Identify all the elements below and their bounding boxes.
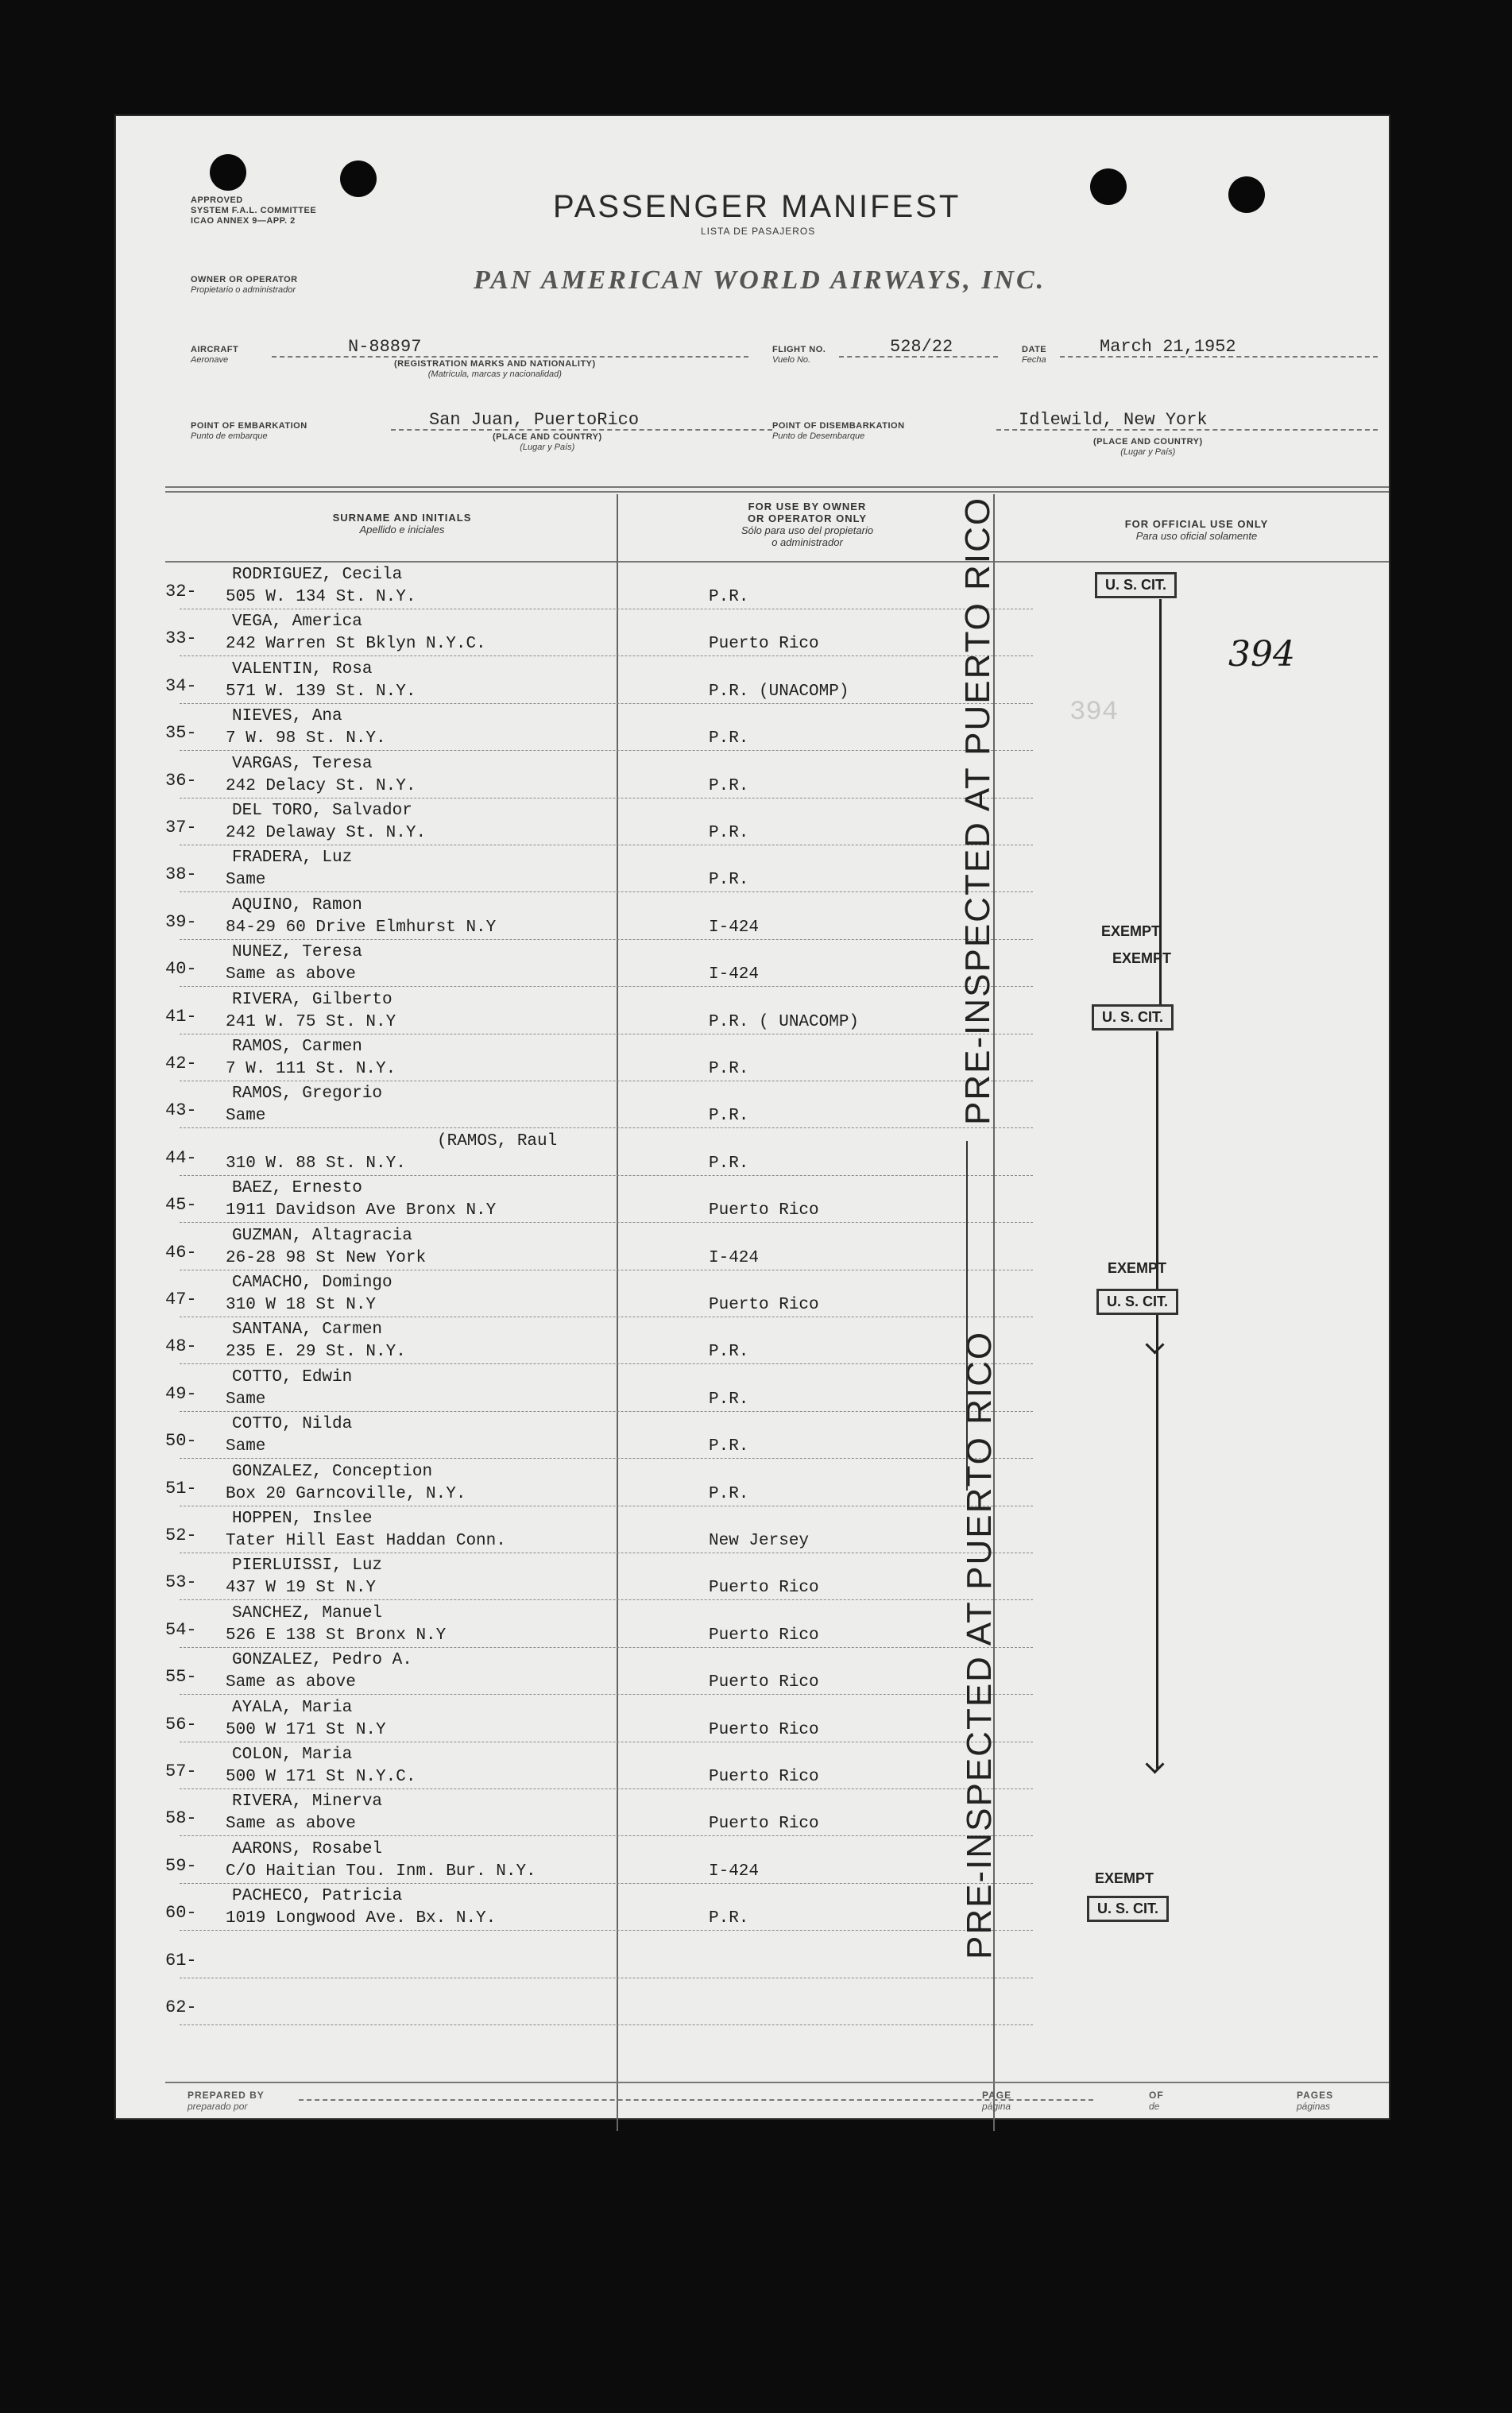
place-note-en: (PLACE AND COUNTRY) bbox=[1093, 437, 1203, 447]
row-number: 43- bbox=[165, 1100, 197, 1121]
passenger-address: Same as above bbox=[226, 1815, 356, 1834]
owner-entry: Puerto Rico bbox=[709, 1768, 819, 1786]
table-top-rule bbox=[165, 486, 1389, 488]
passenger-name: AQUINO, Ramon bbox=[232, 895, 362, 915]
passenger-address: 7 W. 98 St. N.Y. bbox=[226, 729, 386, 748]
owner-entry: I-424 bbox=[709, 918, 760, 937]
pages-label-es: páginas bbox=[1297, 2101, 1331, 2112]
pages-label bbox=[1297, 2090, 1333, 2112]
row-rule bbox=[180, 2024, 1033, 2025]
passenger-name: RAMOS, Carmen bbox=[232, 1038, 362, 1056]
row-number: 37- bbox=[165, 818, 197, 837]
passenger-name: AYALA, Maria bbox=[232, 1698, 353, 1717]
table-row bbox=[116, 893, 1389, 940]
passenger-address: 241 W. 75 St. N.Y bbox=[226, 1012, 396, 1031]
passenger-address: Tater Hill East Haddan Conn. bbox=[226, 1532, 506, 1550]
owner-entry: P.R. (UNACOMP) bbox=[709, 682, 849, 701]
passenger-address: 1911 Davidson Ave Bronx N.Y bbox=[226, 1201, 497, 1220]
row-number: 47- bbox=[165, 1290, 197, 1309]
table-row bbox=[116, 704, 1389, 751]
table-row bbox=[116, 1224, 1389, 1270]
passenger-address: 242 Delacy St. N.Y. bbox=[226, 776, 416, 795]
owner-use-header-line: FOR USE BY OWNER bbox=[748, 501, 867, 512]
registration-note-en: (REGISTRATION MARKS AND NATIONALITY) bbox=[394, 359, 596, 369]
table-row bbox=[116, 1176, 1389, 1223]
punch-hole bbox=[1090, 168, 1127, 205]
passenger-address: 310 W 18 St N.Y bbox=[226, 1296, 377, 1314]
fill-line bbox=[391, 429, 772, 431]
bracket-arrow bbox=[1156, 1316, 1158, 1769]
passenger-address: Box 20 Garncoville, N.Y. bbox=[226, 1484, 466, 1503]
owner-entry: P.R. bbox=[709, 1909, 749, 1928]
date-label-es: Fecha bbox=[1022, 355, 1046, 365]
passenger-address: 235 E. 29 St. N.Y. bbox=[226, 1343, 406, 1362]
flight-value: 528/22 bbox=[890, 337, 953, 357]
row-number: 50- bbox=[165, 1431, 197, 1452]
owner-entry: Puerto Rico bbox=[709, 635, 819, 654]
passenger-name: RIVERA, Minerva bbox=[232, 1792, 383, 1812]
faint-count: 394 bbox=[1069, 698, 1119, 728]
passenger-address: Same bbox=[226, 1107, 266, 1126]
page-label bbox=[982, 2090, 1011, 2112]
row-number: 57- bbox=[165, 1761, 197, 1781]
owner-entry: Puerto Rico bbox=[709, 1673, 819, 1692]
fill-line bbox=[1060, 356, 1378, 358]
passenger-name: PIERLUISSI, Luz bbox=[232, 1556, 383, 1576]
embark-label-es: Punto de embarque bbox=[191, 431, 268, 441]
passenger-name: NIEVES, Ana bbox=[232, 707, 342, 726]
row-number: 55- bbox=[165, 1667, 197, 1688]
passenger-name: RODRIGUEZ, Cecila bbox=[232, 566, 403, 584]
registration-note-es: (Matrícula, marcas y nacionalidad) bbox=[427, 369, 562, 379]
table-row bbox=[116, 1789, 1389, 1836]
owner-entry: P.R. bbox=[709, 1484, 749, 1503]
passenger-name-extra: (RAMOS, Raul bbox=[437, 1131, 558, 1150]
fill-line bbox=[272, 356, 748, 358]
row-number: 59- bbox=[165, 1855, 197, 1876]
flight-label-en: FLIGHT NO. bbox=[772, 345, 826, 354]
passenger-address: Same bbox=[226, 1437, 266, 1456]
table-row bbox=[116, 1696, 1389, 1742]
owner-label-en: OWNER OR OPERATOR bbox=[191, 275, 298, 284]
disembark-label bbox=[772, 421, 905, 442]
table-row bbox=[116, 845, 1389, 892]
row-number: 45- bbox=[165, 1195, 197, 1216]
passenger-address: 505 W. 134 St. N.Y. bbox=[226, 588, 416, 606]
passenger-name: GONZALEZ, Pedro A. bbox=[232, 1651, 412, 1670]
punch-hole bbox=[210, 154, 246, 191]
us-cit-stamp: U. S. CIT. bbox=[1095, 572, 1177, 598]
owner-entry: Puerto Rico bbox=[709, 1579, 819, 1598]
owner-entry: New Jersey bbox=[709, 1532, 810, 1550]
table-row bbox=[116, 1648, 1389, 1695]
row-number: 46- bbox=[165, 1242, 197, 1263]
embark-place-note bbox=[493, 432, 602, 453]
table-row bbox=[116, 1506, 1389, 1553]
row-number: 62- bbox=[165, 1997, 197, 2017]
embark-label-en: POINT OF EMBARKATION bbox=[191, 421, 307, 431]
row-number: 38- bbox=[165, 864, 197, 885]
passenger-name: FRADERA, Luz bbox=[232, 849, 353, 868]
owner-entry: P.R. bbox=[709, 588, 749, 606]
prepared-by-label bbox=[188, 2090, 265, 2112]
row-number: 39- bbox=[165, 911, 197, 932]
of-label-es: de bbox=[1149, 2101, 1160, 2112]
exempt-mark: EXEMPT bbox=[1095, 1870, 1154, 1886]
passenger-name: BAEZ, Ernesto bbox=[232, 1179, 362, 1198]
form-title: PASSENGER MANIFEST bbox=[553, 189, 961, 224]
pages-label-en: PAGES bbox=[1297, 2090, 1334, 2101]
owner-entry: Puerto Rico bbox=[709, 1815, 819, 1834]
surname-header-es: Apellido e iniciales bbox=[359, 524, 445, 536]
exempt-mark: EXEMPT bbox=[1108, 1260, 1167, 1276]
table-row bbox=[116, 563, 1389, 609]
table-row bbox=[116, 1460, 1389, 1506]
fill-line bbox=[839, 356, 998, 358]
passenger-address: 242 Warren St Bklyn N.Y.C. bbox=[226, 635, 486, 654]
row-number: 53- bbox=[165, 1572, 197, 1593]
passenger-name: NUNEZ, Teresa bbox=[232, 943, 362, 962]
manifest-sheet bbox=[116, 116, 1389, 2118]
prepared-by-es: preparado por bbox=[188, 2101, 248, 2112]
table-row bbox=[116, 1412, 1389, 1459]
of-label-en: OF bbox=[1149, 2090, 1164, 2101]
table-row bbox=[116, 988, 1389, 1034]
surname-header-en: SURNAME AND INITIALS bbox=[332, 512, 472, 524]
passenger-name: HOPPEN, Inslee bbox=[232, 1510, 373, 1528]
passenger-name: RAMOS, Gregorio bbox=[232, 1085, 383, 1104]
passenger-address: Same as above bbox=[226, 965, 356, 984]
disembark-label-en: POINT OF DISEMBARKATION bbox=[772, 421, 905, 431]
date-label-en: DATE bbox=[1022, 345, 1047, 354]
owner-label bbox=[191, 275, 298, 296]
table-row bbox=[116, 1034, 1389, 1081]
passenger-name: VALENTIN, Rosa bbox=[232, 659, 373, 679]
preinspected-stamp: PRE-INSPECTED AT PUERTO RICO bbox=[958, 496, 997, 1125]
approval-line: SYSTEM F.A.L. COMMITTEE bbox=[191, 206, 317, 215]
embark-label bbox=[191, 421, 307, 442]
row-number: 54- bbox=[165, 1619, 197, 1640]
table-row bbox=[116, 1837, 1389, 1884]
row-number: 52- bbox=[165, 1526, 197, 1545]
row-number: 58- bbox=[165, 1808, 197, 1829]
owner-entry: Puerto Rico bbox=[709, 1720, 819, 1739]
disembark-value: Idlewild, New York bbox=[1019, 410, 1208, 430]
owner-use-header-line: OR OPERATOR ONLY bbox=[747, 512, 868, 524]
row-number: 34- bbox=[165, 675, 197, 696]
owner-entry: I-424 bbox=[709, 1862, 760, 1881]
disembark-label-es: Punto de Desembarque bbox=[772, 431, 865, 441]
table-row bbox=[116, 752, 1389, 799]
passenger-name: SANTANA, Carmen bbox=[232, 1321, 383, 1340]
punch-hole bbox=[1228, 176, 1265, 213]
surname-header bbox=[259, 512, 545, 536]
passenger-address: 242 Delaway St. N.Y. bbox=[226, 824, 427, 842]
airline-name: PAN AMERICAN WORLD AIRWAYS, INC. bbox=[474, 265, 1046, 295]
passenger-address: 310 W. 88 St. N.Y. bbox=[226, 1154, 406, 1173]
date-label bbox=[1022, 345, 1046, 365]
owner-entry: P.R. bbox=[709, 1107, 749, 1126]
passenger-name: COLON, Maria bbox=[232, 1746, 353, 1764]
passenger-address: 84-29 60 Drive Elmhurst N.Y bbox=[226, 918, 497, 937]
table-row bbox=[116, 1978, 1389, 2025]
owner-entry: I-424 bbox=[709, 1248, 760, 1267]
row-number: 35- bbox=[165, 723, 197, 744]
of-label bbox=[1149, 2090, 1164, 2112]
row-number: 42- bbox=[165, 1054, 197, 1073]
official-header bbox=[1054, 518, 1340, 542]
handwritten-count: 394 bbox=[1228, 634, 1295, 675]
passenger-address: 571 W. 139 St. N.Y. bbox=[226, 682, 416, 701]
aircraft-label-es: Aeronave bbox=[191, 355, 229, 365]
passenger-address: Same bbox=[226, 1390, 266, 1409]
owner-use-header bbox=[664, 501, 950, 548]
fill-line bbox=[996, 429, 1378, 431]
owner-entry: Puerto Rico bbox=[709, 1626, 819, 1645]
table-row bbox=[116, 1742, 1389, 1789]
owner-entry: I-424 bbox=[709, 965, 760, 984]
place-note-es: (Lugar y País) bbox=[520, 443, 575, 452]
approval-line: ICAO ANNEX 9—APP. 2 bbox=[191, 216, 296, 226]
owner-use-header-es: Sólo para uso del propietario bbox=[741, 524, 874, 536]
row-number: 51- bbox=[165, 1478, 197, 1498]
table-row bbox=[116, 657, 1389, 704]
owner-entry: P.R. bbox=[709, 1154, 749, 1173]
owner-entry: P.R. bbox=[709, 729, 749, 748]
aircraft-label bbox=[191, 345, 238, 365]
aircraft-label-en: AIRCRAFT bbox=[191, 345, 239, 354]
passenger-name: VARGAS, Teresa bbox=[232, 754, 373, 773]
table-row bbox=[116, 1317, 1389, 1364]
exempt-mark: EXEMPT bbox=[1101, 923, 1161, 939]
passenger-address: 7 W. 111 St. N.Y. bbox=[226, 1060, 396, 1078]
passenger-name: GONZALEZ, Conception bbox=[232, 1462, 433, 1481]
owner-entry: Puerto Rico bbox=[709, 1296, 819, 1314]
row-number: 60- bbox=[165, 1903, 197, 1924]
passenger-name: COTTO, Edwin bbox=[232, 1367, 353, 1386]
passenger-address: Same bbox=[226, 871, 266, 890]
row-number: 61- bbox=[165, 1950, 197, 1970]
row-number: 49- bbox=[165, 1383, 197, 1404]
place-note-en: (PLACE AND COUNTRY) bbox=[493, 432, 602, 442]
passenger-name: GUZMAN, Altagracia bbox=[232, 1226, 412, 1245]
page-label-es: página bbox=[982, 2101, 1011, 2112]
table-row bbox=[116, 1365, 1389, 1412]
table-row bbox=[116, 1884, 1389, 1931]
row-number: 40- bbox=[165, 959, 197, 980]
passenger-name: DEL TORO, Salvador bbox=[232, 802, 412, 820]
passenger-address: 26-28 98 St New York bbox=[226, 1248, 427, 1267]
passenger-name: PACHECO, Patricia bbox=[232, 1887, 403, 1906]
passenger-name: VEGA, America bbox=[232, 613, 362, 632]
table-row bbox=[116, 940, 1389, 987]
table-row bbox=[116, 1553, 1389, 1600]
row-number: 41- bbox=[165, 1006, 197, 1027]
passenger-address: 500 W 171 St N.Y bbox=[226, 1720, 386, 1739]
aircraft-value: N-88897 bbox=[348, 337, 422, 357]
row-number: 56- bbox=[165, 1714, 197, 1734]
prepared-by-en: PREPARED BY bbox=[188, 2090, 265, 2101]
owner-entry: Puerto Rico bbox=[709, 1201, 819, 1220]
us-cit-stamp: U. S. CIT. bbox=[1096, 1289, 1178, 1315]
us-cit-stamp: U. S. CIT. bbox=[1087, 1896, 1169, 1922]
us-cit-stamp: U. S. CIT. bbox=[1092, 1004, 1174, 1031]
passenger-name: RIVERA, Gilberto bbox=[232, 990, 393, 1009]
row-number: 32- bbox=[165, 582, 197, 601]
table-top-rule bbox=[165, 491, 1389, 493]
exempt-mark: EXEMPT bbox=[1112, 950, 1172, 966]
row-number: 36- bbox=[165, 770, 197, 791]
owner-entry: P.R. bbox=[709, 776, 749, 795]
passenger-address: C/O Haitian Tou. Inm. Bur. N.Y. bbox=[226, 1862, 536, 1881]
passenger-address: 500 W 171 St N.Y.C. bbox=[226, 1768, 416, 1786]
passenger-address: 526 E 138 St Bronx N.Y bbox=[226, 1626, 447, 1645]
owner-label-es: Propietario o administrador bbox=[191, 285, 296, 295]
owner-entry: P.R. bbox=[709, 871, 749, 890]
passenger-address: 437 W 19 St N.Y bbox=[226, 1579, 377, 1598]
table-row bbox=[116, 1932, 1389, 1978]
fill-line bbox=[299, 2099, 1093, 2101]
form-title-es: LISTA DE PASAJEROS bbox=[701, 226, 816, 237]
table-row bbox=[116, 1129, 1389, 1176]
page-label-en: PAGE bbox=[982, 2090, 1012, 2101]
owner-entry: P.R. ( UNACOMP) bbox=[709, 1012, 860, 1031]
passenger-address: Same as above bbox=[226, 1673, 356, 1692]
owner-entry: P.R. bbox=[709, 1060, 749, 1078]
official-header-es: Para uso oficial solamente bbox=[1135, 530, 1258, 542]
approval-line: APPROVED bbox=[191, 195, 243, 205]
owner-entry: P.R. bbox=[709, 824, 749, 842]
table-row bbox=[116, 609, 1389, 656]
passenger-name: SANCHEZ, Manuel bbox=[232, 1603, 383, 1622]
passenger-address: 1019 Longwood Ave. Bx. N.Y. bbox=[226, 1909, 497, 1928]
row-number: 48- bbox=[165, 1336, 197, 1357]
table-row bbox=[116, 799, 1389, 845]
passenger-name: AARONS, Rosabel bbox=[232, 1839, 383, 1858]
punch-hole bbox=[340, 160, 377, 197]
bracket-line bbox=[966, 1141, 968, 1491]
embark-value: San Juan, PuertoRico bbox=[429, 410, 640, 430]
registration-note bbox=[394, 359, 596, 380]
row-number: 44- bbox=[165, 1147, 197, 1168]
flight-label-es: Vuelo No. bbox=[772, 355, 811, 365]
table-row bbox=[116, 1081, 1389, 1128]
table-row bbox=[116, 1601, 1389, 1648]
flight-label bbox=[772, 345, 826, 365]
owner-entry: P.R. bbox=[709, 1437, 749, 1456]
owner-use-header-es: o administrador bbox=[771, 536, 843, 548]
place-note-es: (Lugar y País) bbox=[1120, 447, 1176, 457]
owner-entry: P.R. bbox=[709, 1343, 749, 1362]
table-row bbox=[116, 1270, 1389, 1317]
owner-entry: P.R. bbox=[709, 1390, 749, 1409]
passenger-name: CAMACHO, Domingo bbox=[232, 1274, 393, 1292]
official-header-en: FOR OFFICIAL USE ONLY bbox=[1124, 518, 1269, 530]
row-number: 33- bbox=[165, 628, 197, 649]
approval-note bbox=[191, 195, 316, 226]
passenger-name: COTTO, Nilda bbox=[232, 1415, 353, 1434]
preinspected-stamp: PRE-INSPECTED AT PUERTO RICO bbox=[960, 1330, 999, 1959]
table-bottom-rule bbox=[165, 2082, 1389, 2083]
disembark-place-note bbox=[1093, 437, 1203, 458]
date-value: March 21,1952 bbox=[1100, 337, 1236, 357]
